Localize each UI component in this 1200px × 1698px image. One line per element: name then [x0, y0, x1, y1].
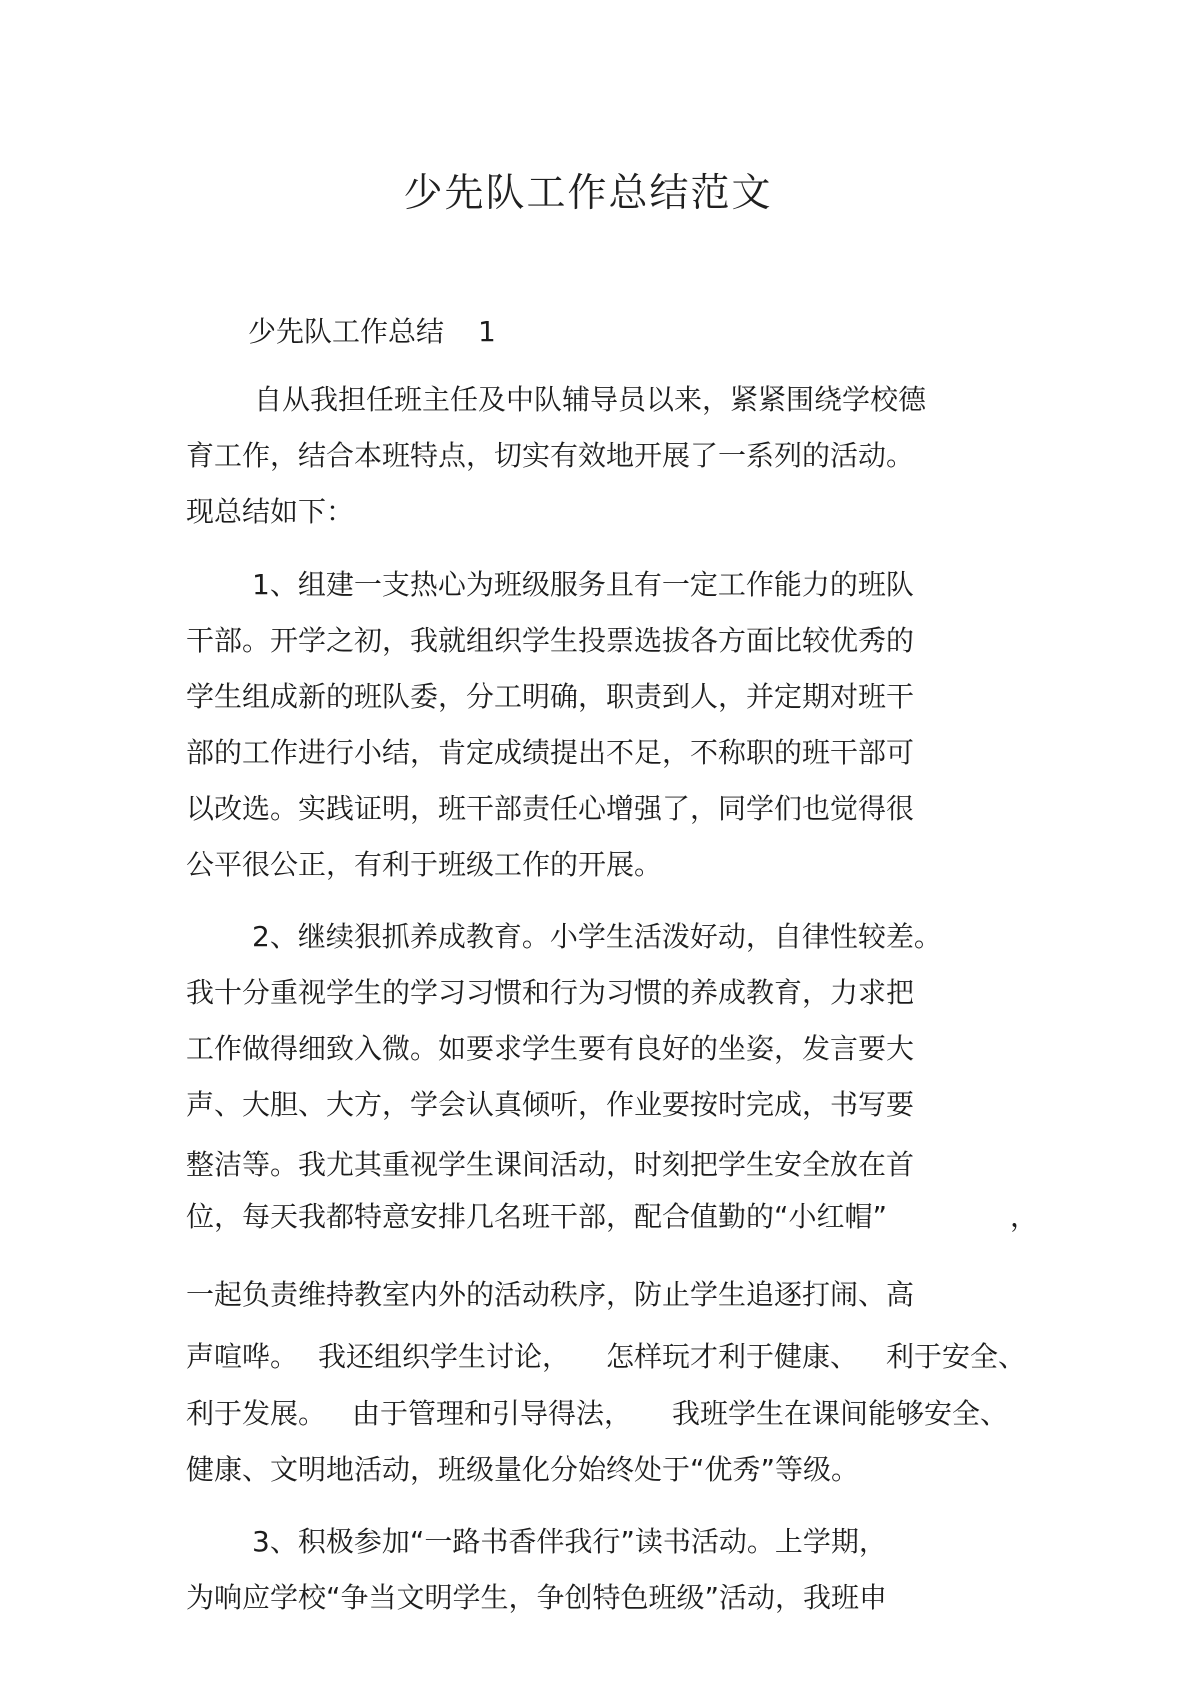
text-line: 利于安全、 — [886, 1340, 1027, 1373]
text-line: 声喧哗。 — [186, 1340, 299, 1373]
text-line: 整洁等。我尤其重视学生课间活动，时刻把学生安全放在首 — [186, 1148, 915, 1181]
text-line: 2、继续狠抓养成教育。小学生活泼好动，自律性较差。 — [252, 920, 942, 953]
text-line: 育工作，结合本班特点，切实有效地开展了一系列的活动。 — [186, 439, 915, 472]
text-line: 现总结如下： — [186, 495, 355, 528]
text-line: 学生组成新的班队委，分工明确，职责到人，并定期对班干 — [186, 680, 915, 713]
text-line: ， — [1010, 1200, 1039, 1233]
text-line: 3、积极参加“一路书香伴我行”读书活动。上学期， — [252, 1525, 887, 1558]
text-line: 一起负责维持教室内外的活动秩序，防止学生追逐打闹、高 — [186, 1278, 915, 1311]
text-line: 自从我担任班主任及中队辅导员以来，紧紧围绕学校德 — [254, 383, 927, 416]
text-line: 我班学生在课间能够安全、 — [672, 1397, 1009, 1430]
text-line: 怎样玩才利于健康、 — [606, 1340, 859, 1373]
text-line: 我十分重视学生的学习习惯和行为习惯的养成教育，力求把 — [186, 976, 915, 1009]
text-line: 利于发展。 — [186, 1397, 327, 1430]
text-line: 为响应学校“争当文明学生，争创特色班级”活动，我班申 — [186, 1581, 888, 1614]
text-line: 以改选。实践证明，班干部责任心增强了，同学们也觉得很 — [186, 792, 915, 825]
text-line: 干部。开学之初，我就组织学生投票选拔各方面比较优秀的 — [186, 624, 915, 657]
text-line: 1、组建一支热心为班级服务且有一定工作能力的班队 — [252, 568, 914, 601]
text-line: 位，每天我都特意安排几名班干部，配合值勤的“小红帽” — [186, 1200, 888, 1233]
page-title: 少先队工作总结范文 — [403, 171, 773, 216]
text-line: 公平很公正，有利于班级工作的开展。 — [186, 848, 663, 881]
text-line: 由于管理和引导得法， — [352, 1397, 633, 1430]
text-line: 工作做得细致入微。如要求学生要有良好的坐姿，发言要大 — [186, 1032, 915, 1065]
text-line: 健康、文明地活动，班级量化分始终处于“优秀”等级。 — [186, 1453, 860, 1486]
text-line: 部的工作进行小结，肯定成绩提出不足，不称职的班干部可 — [186, 736, 915, 769]
section-heading-text: 少先队工作总结 — [248, 315, 445, 348]
section-number: 1 — [478, 315, 496, 348]
section-heading — [248, 314, 496, 350]
text-line: 声、大胆、大方，学会认真倾听，作业要按时完成，书写要 — [186, 1088, 915, 1121]
text-line: 我还组织学生讨论， — [318, 1340, 571, 1373]
